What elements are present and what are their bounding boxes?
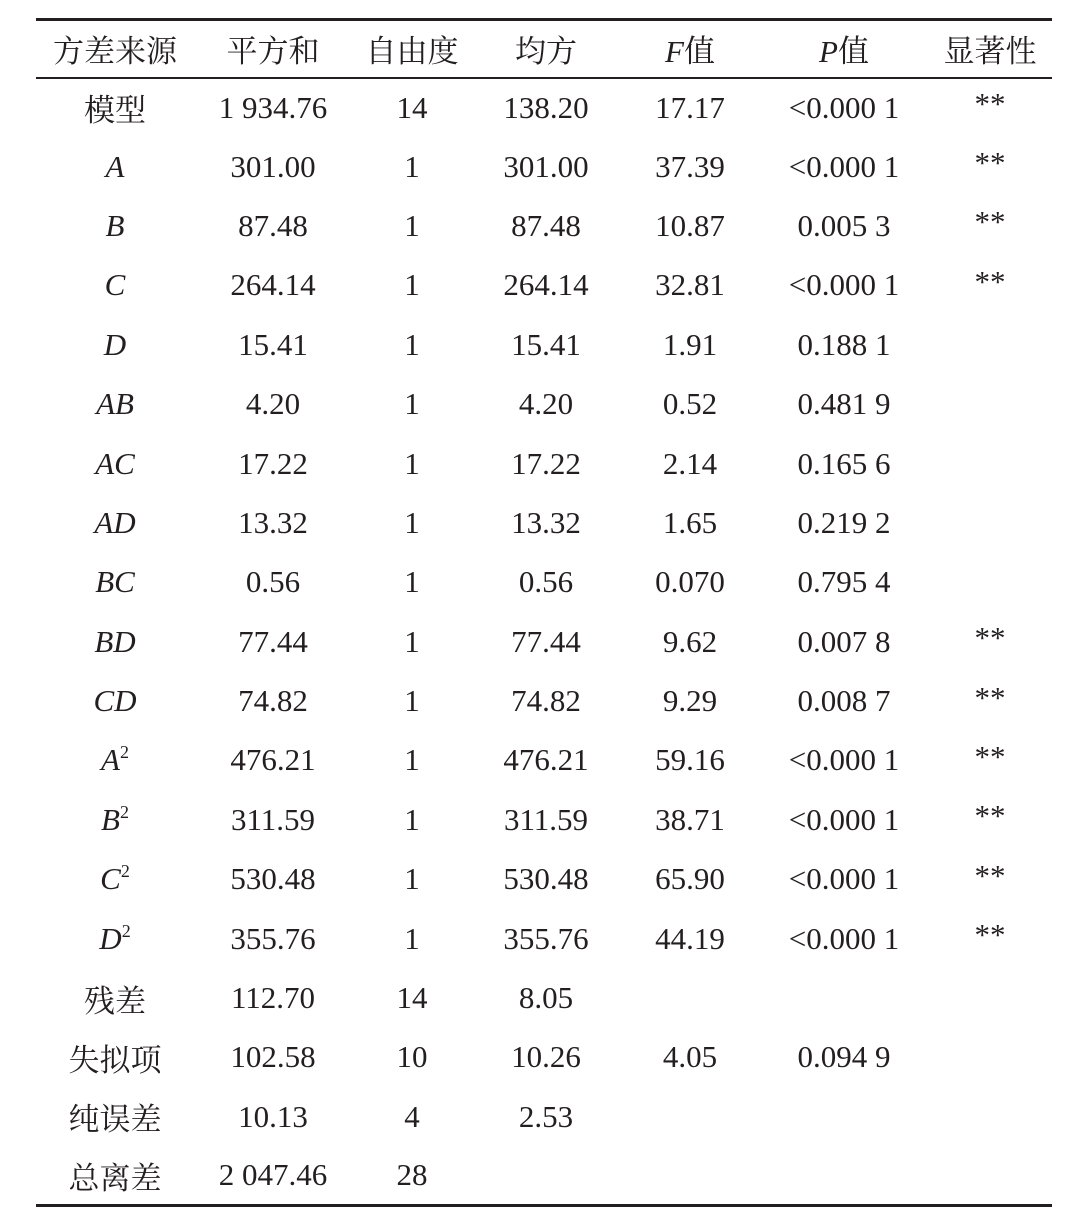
sum-of-squares-cell (194, 731, 352, 790)
f-value-cell-text: 9.62 (662, 623, 718, 659)
table-row (36, 1028, 1052, 1087)
sum-of-squares-cell-text: 355.76 (230, 920, 316, 956)
source-cell (36, 671, 194, 730)
f-value-cell-text: 65.90 (655, 861, 725, 897)
degrees-of-freedom-cell-text: 10 (396, 1039, 428, 1075)
sum-of-squares-cell-text: 0.56 (245, 564, 301, 600)
header-text: 均方 (515, 34, 577, 70)
table-row (36, 493, 1052, 552)
source-cell (36, 493, 194, 552)
sum-of-squares-cell (194, 1087, 352, 1146)
mean-square-cell-text: 2.53 (518, 1098, 574, 1134)
source-label: 纯误差 (68, 1102, 162, 1138)
source-cell (36, 731, 194, 790)
degrees-of-freedom-cell (352, 553, 472, 612)
mean-square-cell (472, 315, 620, 374)
p-value-cell (760, 1147, 928, 1206)
source-label: 总离差 (68, 1160, 162, 1196)
p-value-cell-text: <0.000 1 (788, 801, 900, 837)
p-value-cell (760, 1087, 928, 1146)
table-row (36, 374, 1052, 433)
degrees-of-freedom-cell-text: 1 (404, 920, 420, 956)
mean-square-cell-text: 0.56 (518, 564, 574, 600)
f-value-cell (620, 1087, 760, 1146)
f-value-cell (620, 434, 760, 493)
table-row (36, 78, 1052, 137)
significance-cell-text: ** (974, 86, 1006, 122)
table-row (36, 137, 1052, 196)
p-value-cell (760, 374, 928, 433)
significance-cell-text: ** (974, 679, 1006, 715)
table-row (36, 553, 1052, 612)
p-value-cell-text: <0.000 1 (788, 89, 900, 125)
p-value-cell (760, 612, 928, 671)
f-value-cell-text: 1.65 (662, 504, 718, 540)
sum-of-squares-cell-text: 15.41 (238, 326, 308, 362)
sum-of-squares-cell (194, 196, 352, 255)
p-value-cell-text: 0.094 9 (797, 1039, 891, 1075)
p-value-cell (760, 909, 928, 968)
p-value-cell-text: 0.005 3 (797, 207, 891, 243)
source-label: 模型 (84, 93, 146, 129)
p-value-cell-text: <0.000 1 (788, 742, 900, 778)
mean-square-cell (472, 612, 620, 671)
source-exponent: 2 (121, 920, 131, 941)
p-value-cell-text: <0.000 1 (788, 267, 900, 303)
significance-cell-text: ** (974, 738, 1006, 774)
f-value-cell (620, 553, 760, 612)
f-value-cell (620, 731, 760, 790)
sum-of-squares-cell (194, 671, 352, 730)
sum-of-squares-cell (194, 553, 352, 612)
source-cell (36, 374, 194, 433)
sum-of-squares-cell-text: 112.70 (230, 980, 316, 1016)
mean-square-cell-text: 13.32 (511, 504, 581, 540)
header-degrees-of-freedom (352, 20, 472, 78)
table-body (36, 78, 1052, 1206)
f-value-cell (620, 374, 760, 433)
source-cell (36, 790, 194, 849)
f-value-cell (620, 968, 760, 1027)
mean-square-cell-text: 10.26 (511, 1039, 581, 1075)
p-value-cell (760, 553, 928, 612)
anova-table (36, 18, 1052, 1207)
sum-of-squares-cell (194, 256, 352, 315)
header-text: 平方和 (226, 34, 320, 70)
header-symbol: P (819, 34, 838, 70)
header-mean-square (472, 20, 620, 78)
f-value-cell-text: 1.91 (662, 326, 718, 362)
degrees-of-freedom-cell-text: 1 (404, 326, 420, 362)
sum-of-squares-cell-text: 17.22 (238, 445, 308, 481)
f-value-cell (620, 850, 760, 909)
sum-of-squares-cell-text: 102.58 (230, 1039, 316, 1075)
p-value-cell (760, 671, 928, 730)
source-label: B (101, 801, 120, 837)
f-value-cell-text: 32.81 (655, 267, 725, 303)
f-value-cell (620, 1028, 760, 1087)
mean-square-cell (472, 968, 620, 1027)
degrees-of-freedom-cell-text: 1 (404, 267, 420, 303)
sum-of-squares-cell-text: 4.20 (245, 386, 301, 422)
degrees-of-freedom-cell (352, 790, 472, 849)
sum-of-squares-cell (194, 78, 352, 137)
degrees-of-freedom-cell (352, 196, 472, 255)
degrees-of-freedom-cell-text: 1 (404, 683, 420, 719)
source-cell (36, 196, 194, 255)
mean-square-cell (472, 78, 620, 137)
source-label: 残差 (84, 983, 146, 1019)
sum-of-squares-cell-text: 264.14 (230, 267, 316, 303)
f-value-cell (620, 315, 760, 374)
sum-of-squares-cell (194, 434, 352, 493)
significance-cell-text: ** (974, 263, 1006, 299)
table-row (36, 671, 1052, 730)
table-row (36, 1147, 1052, 1206)
source-cell (36, 553, 194, 612)
sum-of-squares-cell-text: 1 934.76 (218, 89, 328, 125)
sum-of-squares-cell-text: 77.44 (238, 623, 308, 659)
degrees-of-freedom-cell (352, 434, 472, 493)
significance-cell (928, 434, 1052, 493)
table-header (36, 20, 1052, 78)
sum-of-squares-cell-text: 10.13 (238, 1098, 308, 1134)
sum-of-squares-cell (194, 493, 352, 552)
source-label: D (99, 920, 122, 956)
significance-cell (928, 553, 1052, 612)
table-row (36, 909, 1052, 968)
significance-cell-text: ** (974, 798, 1006, 834)
p-value-cell-text: 0.188 1 (797, 326, 891, 362)
sum-of-squares-cell (194, 909, 352, 968)
source-cell (36, 1147, 194, 1206)
source-label: AB (96, 386, 134, 422)
source-exponent: 2 (119, 801, 129, 822)
sum-of-squares-cell-text: 74.82 (238, 683, 308, 719)
p-value-cell (760, 1028, 928, 1087)
significance-cell (928, 612, 1052, 671)
source-cell (36, 612, 194, 671)
significance-cell-text: ** (974, 917, 1006, 953)
table-row (36, 434, 1052, 493)
mean-square-cell (472, 374, 620, 433)
header-source (36, 20, 194, 78)
f-value-cell (620, 790, 760, 849)
degrees-of-freedom-cell-text: 1 (404, 386, 420, 422)
source-label: AD (94, 504, 136, 540)
mean-square-cell (472, 434, 620, 493)
table-row (36, 256, 1052, 315)
mean-square-cell (472, 731, 620, 790)
sum-of-squares-cell (194, 315, 352, 374)
significance-cell (928, 256, 1052, 315)
source-label: CD (93, 683, 137, 719)
mean-square-cell-text: 74.82 (511, 683, 581, 719)
source-exponent: 2 (120, 861, 130, 882)
table-row (36, 315, 1052, 374)
source-cell (36, 909, 194, 968)
significance-cell (928, 137, 1052, 196)
header-suffix: 值 (683, 34, 715, 70)
degrees-of-freedom-cell (352, 256, 472, 315)
f-value-cell (620, 78, 760, 137)
mean-square-cell-text: 15.41 (511, 326, 581, 362)
source-cell (36, 137, 194, 196)
source-cell (36, 1028, 194, 1087)
significance-cell (928, 909, 1052, 968)
significance-cell (928, 731, 1052, 790)
source-label: BC (95, 564, 135, 600)
degrees-of-freedom-cell (352, 78, 472, 137)
sum-of-squares-cell-text: 13.32 (238, 504, 308, 540)
sum-of-squares-cell (194, 374, 352, 433)
degrees-of-freedom-cell-text: 14 (396, 89, 428, 125)
sum-of-squares-cell (194, 968, 352, 1027)
significance-cell (928, 78, 1052, 137)
sum-of-squares-cell (194, 1028, 352, 1087)
header-text: 显著性 (943, 34, 1037, 70)
degrees-of-freedom-cell (352, 909, 472, 968)
header-significance (928, 20, 1052, 78)
mean-square-cell (472, 1147, 620, 1206)
f-value-cell-text: 59.16 (655, 742, 725, 778)
sum-of-squares-cell-text: 476.21 (230, 742, 316, 778)
p-value-cell (760, 137, 928, 196)
source-label: AC (95, 445, 135, 481)
header-f-value (620, 20, 760, 78)
mean-square-cell (472, 137, 620, 196)
p-value-cell (760, 315, 928, 374)
degrees-of-freedom-cell-text: 1 (404, 504, 420, 540)
mean-square-cell (472, 493, 620, 552)
table-row (36, 790, 1052, 849)
table-row (36, 731, 1052, 790)
sum-of-squares-cell-text: 2 047.46 (218, 1157, 328, 1193)
degrees-of-freedom-cell (352, 671, 472, 730)
sum-of-squares-cell-text: 301.00 (230, 148, 316, 184)
f-value-cell-text: 44.19 (655, 920, 725, 956)
p-value-cell-text: 0.007 8 (797, 623, 891, 659)
source-cell (36, 256, 194, 315)
f-value-cell-text: 37.39 (655, 148, 725, 184)
source-label: C (100, 861, 121, 897)
mean-square-cell (472, 553, 620, 612)
degrees-of-freedom-cell (352, 968, 472, 1027)
sum-of-squares-cell-text: 87.48 (238, 207, 308, 243)
significance-cell-text: ** (974, 620, 1006, 656)
mean-square-cell (472, 671, 620, 730)
source-label: A (101, 742, 120, 778)
p-value-cell (760, 850, 928, 909)
source-cell (36, 78, 194, 137)
sum-of-squares-cell (194, 612, 352, 671)
f-value-cell (620, 256, 760, 315)
header-row (36, 20, 1052, 78)
table-row (36, 1087, 1052, 1146)
degrees-of-freedom-cell-text: 1 (404, 445, 420, 481)
significance-cell-text: ** (974, 145, 1006, 181)
f-value-cell-text: 38.71 (655, 801, 725, 837)
p-value-cell-text: 0.008 7 (797, 683, 891, 719)
significance-cell (928, 374, 1052, 433)
degrees-of-freedom-cell-text: 1 (404, 801, 420, 837)
source-cell (36, 968, 194, 1027)
p-value-cell (760, 493, 928, 552)
degrees-of-freedom-cell-text: 14 (396, 980, 428, 1016)
sum-of-squares-cell (194, 1147, 352, 1206)
p-value-cell-text: 0.795 4 (797, 564, 891, 600)
mean-square-cell-text: 17.22 (511, 445, 581, 481)
table-row (36, 968, 1052, 1027)
degrees-of-freedom-cell-text: 1 (404, 861, 420, 897)
source-cell (36, 434, 194, 493)
mean-square-cell (472, 256, 620, 315)
degrees-of-freedom-cell-text: 1 (404, 148, 420, 184)
significance-cell-text: ** (974, 857, 1006, 893)
degrees-of-freedom-cell (352, 1087, 472, 1146)
p-value-cell-text: 0.165 6 (797, 445, 891, 481)
f-value-cell-text: 2.14 (662, 445, 718, 481)
degrees-of-freedom-cell (352, 1028, 472, 1087)
degrees-of-freedom-cell (352, 1147, 472, 1206)
f-value-cell-text: 0.070 (655, 564, 725, 600)
p-value-cell (760, 256, 928, 315)
degrees-of-freedom-cell-text: 1 (404, 564, 420, 600)
degrees-of-freedom-cell-text: 1 (404, 623, 420, 659)
mean-square-cell-text: 301.00 (503, 148, 589, 184)
p-value-cell-text: <0.000 1 (788, 861, 900, 897)
f-value-cell (620, 137, 760, 196)
source-label: C (104, 267, 126, 303)
significance-cell (928, 968, 1052, 1027)
degrees-of-freedom-cell (352, 612, 472, 671)
mean-square-cell-text: 8.05 (518, 980, 574, 1016)
header-p-value (760, 20, 928, 78)
mean-square-cell (472, 909, 620, 968)
source-cell (36, 1087, 194, 1146)
sum-of-squares-cell (194, 790, 352, 849)
degrees-of-freedom-cell (352, 315, 472, 374)
f-value-cell-text: 9.29 (662, 683, 718, 719)
sum-of-squares-cell-text: 311.59 (230, 801, 316, 837)
mean-square-cell-text: 264.14 (503, 267, 589, 303)
f-value-cell-text: 10.87 (655, 207, 725, 243)
significance-cell (928, 850, 1052, 909)
header-symbol: F (665, 34, 684, 70)
header-text: 自由度 (365, 34, 459, 70)
p-value-cell-text: <0.000 1 (788, 920, 900, 956)
p-value-cell-text: <0.000 1 (788, 148, 900, 184)
source-label: BD (94, 623, 136, 659)
mean-square-cell (472, 1028, 620, 1087)
source-label: A (105, 148, 125, 184)
f-value-cell-text: 17.17 (655, 89, 725, 125)
table-row (36, 850, 1052, 909)
f-value-cell (620, 671, 760, 730)
header-sum-of-squares (194, 20, 352, 78)
mean-square-cell (472, 196, 620, 255)
header-text: 方差来源 (53, 34, 177, 70)
p-value-cell-text: 0.481 9 (797, 386, 891, 422)
f-value-cell-text: 4.05 (662, 1039, 718, 1075)
mean-square-cell-text: 87.48 (511, 207, 581, 243)
significance-cell (928, 1028, 1052, 1087)
mean-square-cell (472, 790, 620, 849)
mean-square-cell-text: 4.20 (518, 386, 574, 422)
significance-cell (928, 671, 1052, 730)
f-value-cell (620, 1147, 760, 1206)
p-value-cell (760, 196, 928, 255)
degrees-of-freedom-cell-text: 1 (404, 742, 420, 778)
significance-cell (928, 493, 1052, 552)
sum-of-squares-cell-text: 530.48 (230, 861, 316, 897)
p-value-cell (760, 790, 928, 849)
degrees-of-freedom-cell-text: 28 (396, 1157, 428, 1193)
significance-cell (928, 1147, 1052, 1206)
significance-cell-text: ** (974, 204, 1006, 240)
f-value-cell (620, 909, 760, 968)
degrees-of-freedom-cell-text: 1 (404, 207, 420, 243)
f-value-cell (620, 612, 760, 671)
significance-cell (928, 196, 1052, 255)
degrees-of-freedom-cell-text: 4 (404, 1098, 420, 1134)
mean-square-cell-text: 77.44 (511, 623, 581, 659)
mean-square-cell-text: 530.48 (503, 861, 589, 897)
source-cell (36, 315, 194, 374)
mean-square-cell-text: 138.20 (503, 89, 589, 125)
significance-cell (928, 315, 1052, 374)
source-label: B (105, 207, 125, 243)
mean-square-cell (472, 1087, 620, 1146)
mean-square-cell-text: 476.21 (503, 742, 589, 778)
p-value-cell (760, 968, 928, 1027)
p-value-cell-text: 0.219 2 (797, 504, 891, 540)
f-value-cell (620, 493, 760, 552)
source-cell (36, 850, 194, 909)
sum-of-squares-cell (194, 850, 352, 909)
p-value-cell (760, 731, 928, 790)
significance-cell (928, 790, 1052, 849)
mean-square-cell-text: 311.59 (503, 801, 589, 837)
f-value-cell (620, 196, 760, 255)
f-value-cell-text: 0.52 (662, 386, 718, 422)
degrees-of-freedom-cell (352, 731, 472, 790)
degrees-of-freedom-cell (352, 137, 472, 196)
source-label: D (103, 326, 127, 362)
degrees-of-freedom-cell (352, 374, 472, 433)
p-value-cell (760, 434, 928, 493)
degrees-of-freedom-cell (352, 493, 472, 552)
mean-square-cell-text: 355.76 (503, 920, 589, 956)
table-row (36, 612, 1052, 671)
source-label: 失拟项 (68, 1042, 162, 1078)
p-value-cell (760, 78, 928, 137)
degrees-of-freedom-cell (352, 850, 472, 909)
header-suffix: 值 (837, 34, 869, 70)
mean-square-cell (472, 850, 620, 909)
sum-of-squares-cell (194, 137, 352, 196)
significance-cell (928, 1087, 1052, 1146)
table-row (36, 196, 1052, 255)
source-exponent: 2 (119, 742, 129, 763)
